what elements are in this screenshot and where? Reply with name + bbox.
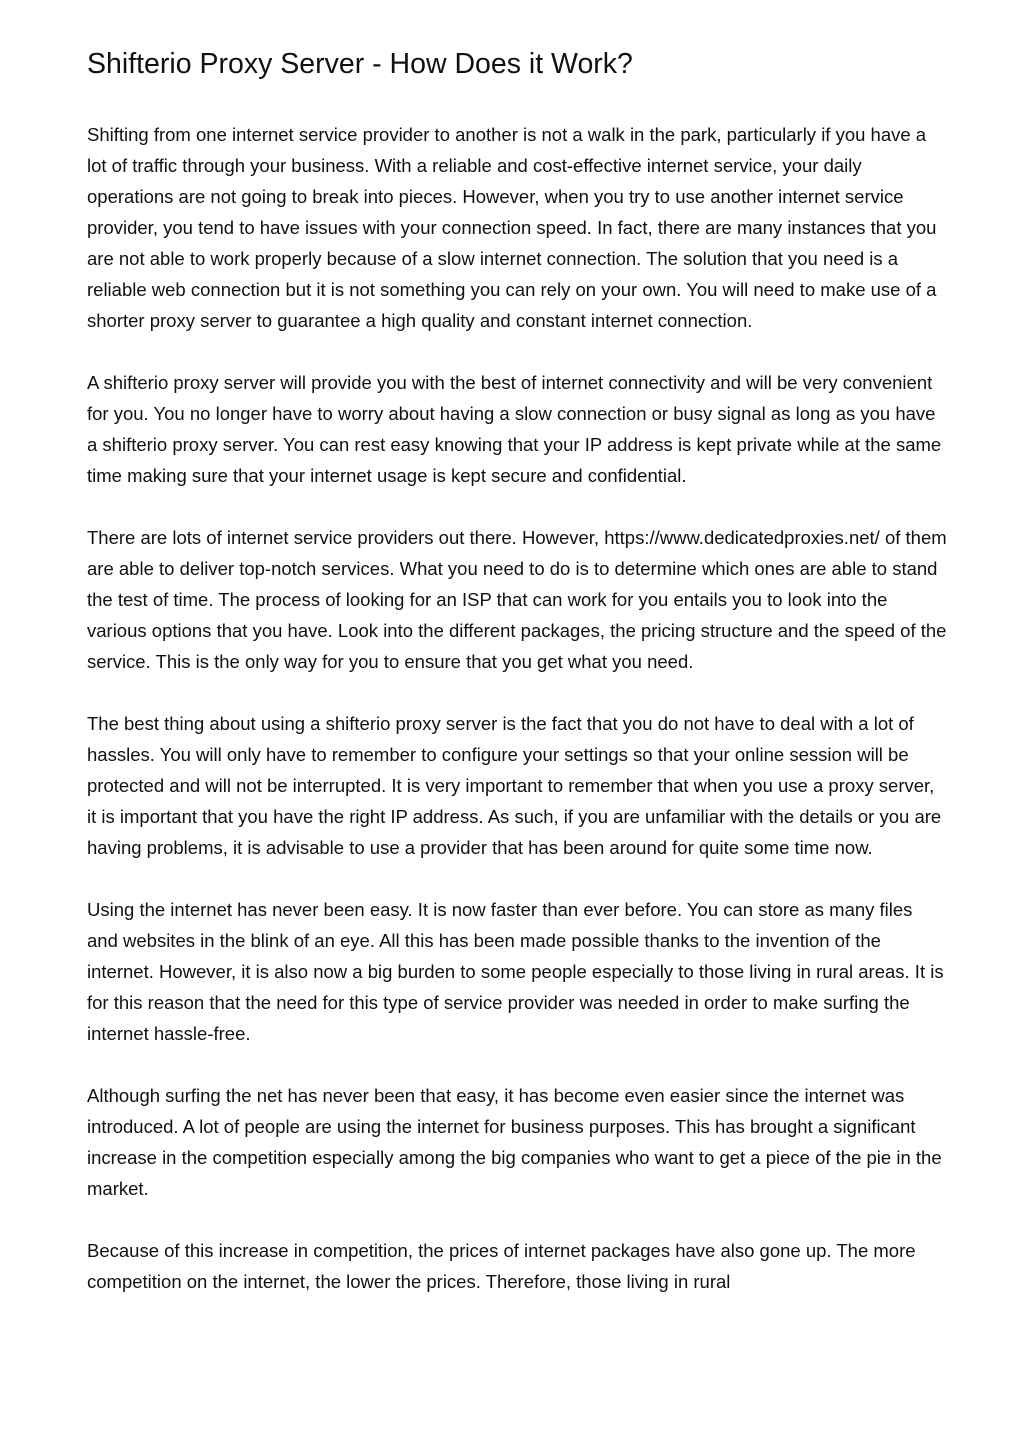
paragraph-4: The best thing about using a shifterio proxy server is the fact that you do not have to deal with a lot of hassles. You will only have to remember to configure your settings so that your online session will be protected and will not be interrupted. It is very important to remember that when you use a proxy server, it is important that you have the right IP address. As such, if you are unfamiliar with the details or you are having problems, it is advisable to use a provider that has been around for quite some time now. [87, 713, 942, 858]
paragraph-6: Although surfing the net has never been that easy, it has become even easier since the internet was introduced. A lot of people are using the internet for business purposes. This has brought a significant increase in the competition especially among the big companies who want to get a piece of the pie in the market. [87, 1085, 942, 1199]
document-title: Shifterio Proxy Server - How Does it Work? [87, 48, 633, 80]
paragraph-3: There are lots of internet service providers out there. However, https://www.dedicatedproxies.net/ of them are able to deliver top-notch services. What you need to do is to determine which ones are able to stand the test of time. The process of looking for an ISP that can work for you entails you to look into the various options that you have. Look into the different packages, the pricing structure and the speed of the service. This is the only way for you to ensure that you get what you need. [87, 527, 947, 672]
document-body [87, 119, 947, 1297]
paragraph-7: Because of this increase in competition, the prices of internet packages have also gone up. The more competition on the internet, the lower the prices. Therefore, those living in rural [87, 1240, 916, 1292]
paragraph-5: Using the internet has never been easy. It is now faster than ever before. You can store as many files and websites in the blink of an eye. All this has been made possible thanks to the invention of the internet. However, it is also now a big burden to some people especially to those living in rural areas. It is for this reason that the need for this type of service provider was needed in order to make surfing the internet hassle-free. [87, 899, 944, 1044]
document-page [87, 0, 947, 1328]
paragraph-1: Shifting from one internet service provider to another is not a walk in the park, particularly if you have a lot of traffic through your business. With a reliable and cost-effective internet service, your daily operations are not going to break into pieces. However, when you try to use another internet service provider, you tend to have issues with your connection speed. In fact, there are many instances that you are not able to work properly because of a slow internet connection. The solution that you need is a reliable web connection but it is not something you can rely on your own. You will need to make use of a shorter proxy server to guarantee a high quality and constant internet connection. [87, 124, 937, 331]
paragraph-2: A shifterio proxy server will provide you with the best of internet connectivity and will be very convenient for you. You no longer have to worry about having a slow connection or busy signal as long as you have a shifterio proxy server. You can rest easy knowing that your IP address is kept private while at the same time making sure that your internet usage is kept secure and confidential. [87, 372, 942, 486]
